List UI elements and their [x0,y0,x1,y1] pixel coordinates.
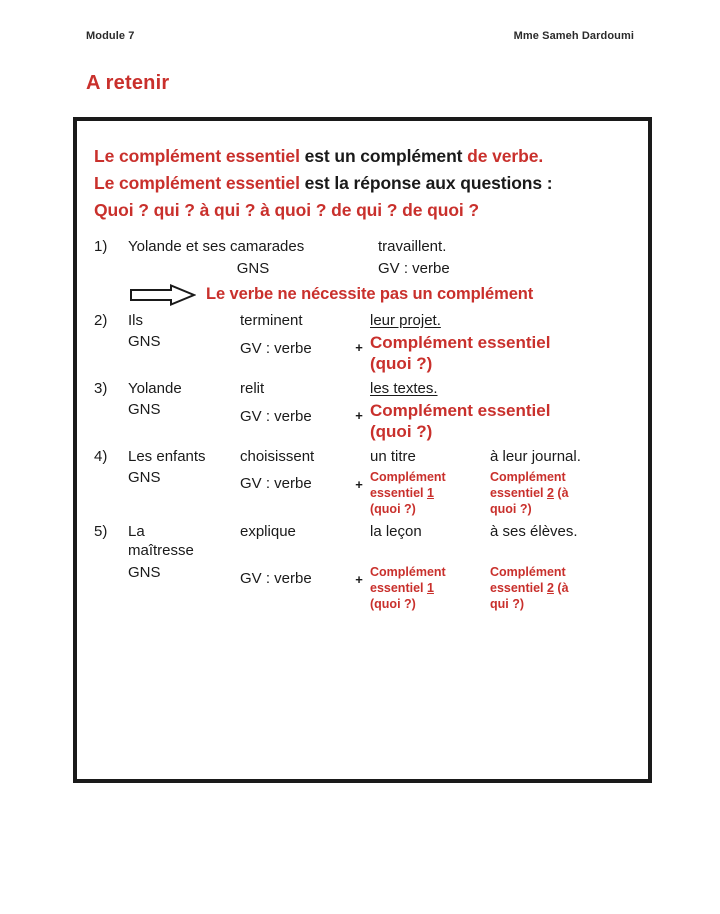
example-5-object-1: la leçon [370,523,422,541]
example-4-object-2-label-line-2 [490,485,630,501]
example-5-object-2-label-number: 2 [546,581,554,596]
example-5-object-1-label [370,564,490,612]
example-5-subject-label: GNS [128,564,161,582]
example-2-subject-label: GNS [128,333,161,351]
example-2-object-1-label [370,333,632,374]
example-4-number: 4) [94,448,108,466]
example-3-subject-label: GNS [128,401,161,419]
example-5-label-row [94,564,638,612]
example-5-object-1-label-line-2-pre: essentiel [370,581,427,596]
example-5-subject-line-2: maîtresse [128,541,194,559]
rule-line-3-red: Quoi ? qui ? à qui ? à quoi ? de qui ? de quoi ? [94,200,480,221]
example-4-label-row [94,469,638,517]
example-2 [94,312,638,374]
example-4-object-1-label [370,469,490,517]
example-5-sentence-row [94,523,638,560]
example-5-object-1-label-line-3: (quoi ?) [370,597,416,612]
example-2-subject: Ils [128,311,143,329]
example-2-label-row [94,333,638,374]
example-4-object-1: un titre [370,448,416,466]
example-4-plus-sign: + [355,477,363,493]
example-1-sentence-row [94,238,638,256]
example-4-verb: choisissent [240,448,315,466]
arrow-note-text: Le verbe ne nécessite pas un complément [206,285,534,304]
example-1 [94,238,638,306]
module-label: Module 7 [86,30,135,42]
example-5-object-1-label-line-1: Complément [370,565,446,580]
example-3-verb-label: GV : verbe [240,408,312,426]
example-5 [94,523,638,612]
examples-list [89,238,638,612]
example-3-subject: Yolande [128,380,182,398]
page-header [86,30,634,42]
example-5-object-2: à ses élèves. [490,523,578,541]
example-4-object-2-label-line-2-post: (à [553,486,569,501]
example-5-subject-line-1: La [128,523,145,541]
example-4-object-1-label-number: 1 [426,486,434,501]
example-2-plus-sign: + [355,340,363,356]
example-3-object-1-label [370,401,632,442]
example-4-object-2-label-line-1: Complément [490,470,566,485]
rule-box [73,117,652,783]
rule-line-3 [94,197,638,224]
example-4-object-1-label-line-1: Complément [370,470,446,485]
example-5-object-2-label-line-1: Complément [490,565,566,580]
example-1-verb: travaillent. [378,238,447,256]
example-3-label-row [94,401,638,442]
example-4-sentence-row [94,448,638,466]
example-1-subject-label: GNS [236,259,270,277]
example-5-object-2-label-line-3: qui ?) [490,597,525,612]
example-5-object-1-label-number: 1 [426,581,434,596]
example-5-verb-label: GV : verbe [240,570,312,588]
example-4 [94,448,638,517]
rule-line-2 [94,170,638,197]
example-5-plus-sign: + [355,572,363,588]
example-5-object-1-label-line-2 [370,580,490,596]
example-5-object-2-label [490,564,630,612]
example-4-object-2-label [490,469,630,517]
example-2-object-1: leur projet. [370,311,441,329]
right-block-arrow-icon [130,284,196,306]
example-4-object-2: à leur journal. [490,448,581,466]
rule-line-2-red: Le complément essentiel [94,173,300,194]
teacher-name: Mme Sameh Dardoumi [513,30,634,42]
example-3-verb: relit [240,380,265,398]
example-4-object-1-label-line-3: (quoi ?) [370,502,416,517]
example-1-verb-label: GV : verbe [378,259,450,277]
rule-line-1-black: est un complément [299,146,468,166]
rule-line-1-red-a: Le complément essentiel [94,146,300,166]
example-3-object-1: les textes. [370,380,438,398]
example-4-object-1-label-line-2-pre: essentiel [370,486,427,501]
example-5-object-2-label-line-2-pre: essentiel [490,581,547,596]
example-4-subject-label: GNS [128,469,161,487]
rule-line-1 [94,143,638,170]
example-1-subject: Yolande et ses camarades [128,238,305,256]
example-1-number: 1) [94,238,108,256]
example-2-number: 2) [94,311,108,329]
example-5-object-2-label-line-2-post: (à [553,581,569,596]
example-3-object-1-label-line-1: Complément essentiel [370,401,551,421]
example-5-object-2-label-line-2 [490,580,630,596]
example-4-object-2-label-number: 2 [546,486,554,501]
example-3-object-1-label-line-2: (quoi ?) [370,421,433,441]
example-4-verb-label: GV : verbe [240,475,312,493]
example-5-subject [128,523,240,560]
rule-statement [89,143,638,224]
example-3 [94,380,638,442]
example-1-label-row [94,260,638,278]
example-2-object-1-label-line-1: Complément essentiel [370,333,551,353]
rule-line-2-black: est la réponse aux questions : [299,173,553,194]
example-4-object-1-label-line-2 [370,485,490,501]
example-5-verb: explique [240,523,296,541]
example-3-plus-sign: + [355,408,363,424]
page-title: A retenir [86,72,170,94]
example-2-verb: terminent [240,311,303,329]
arrow-note-row [94,284,638,306]
example-2-verb-label: GV : verbe [240,340,312,358]
example-4-object-2-label-line-3: quoi ?) [490,502,532,517]
example-4-subject: Les enfants [128,448,206,466]
example-3-number: 3) [94,380,108,398]
example-4-object-2-label-line-2-pre: essentiel [490,486,547,501]
example-3-sentence-row [94,380,638,398]
rule-line-1-red-b: de verbe. [467,146,544,166]
example-5-number: 5) [94,523,108,541]
example-2-object-1-label-line-2: (quoi ?) [370,353,433,373]
example-2-sentence-row [94,312,638,330]
